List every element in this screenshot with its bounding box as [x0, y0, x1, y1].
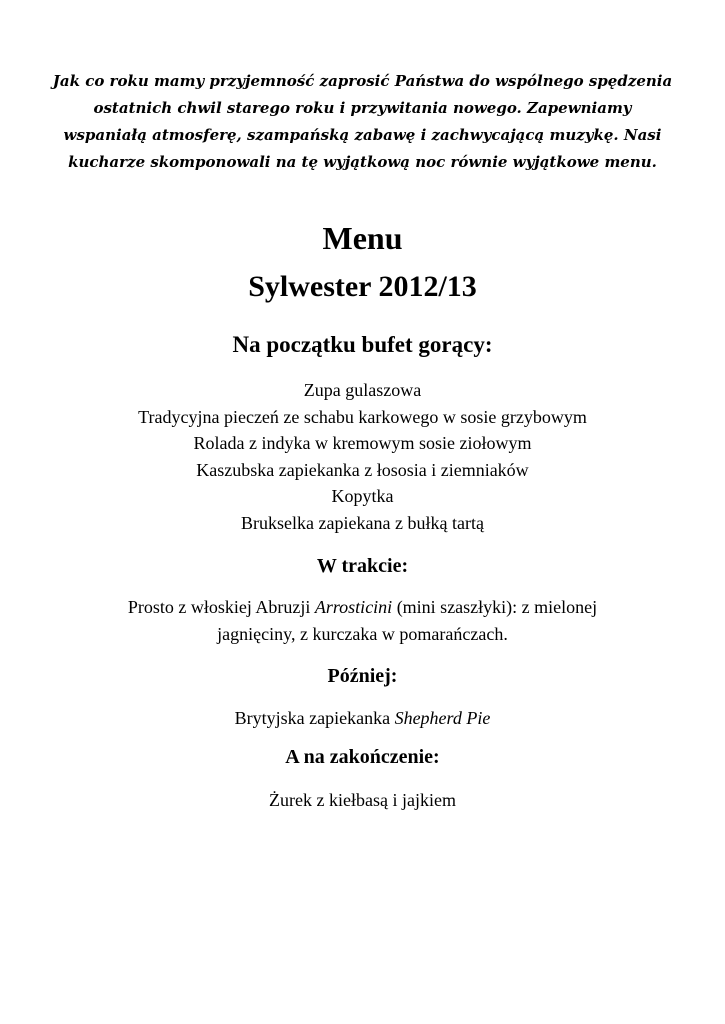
intro-line: Jak co roku mamy przyjemność zaprosić Państwa do wspólnego spędzenia	[52, 72, 673, 90]
menu-item: Żurek z kiełbasą i jajkiem	[269, 790, 456, 810]
menu-item-text: Prosto z włoskiej Abruzji	[127, 597, 315, 617]
section-heading-finale: A na zakończenie:	[285, 746, 440, 768]
intro-line: wspaniałą atmosferę, szampańską zabawę i zachwycającą muzykę. Nasi	[63, 126, 662, 144]
menu-item: Kaszubska zapiekanka z łososia i ziemniaków	[196, 459, 529, 480]
menu-item-text: Brytyjska zapiekanka	[234, 708, 395, 728]
menu-item-text: (mini szaszłyki): z mielonej	[392, 597, 598, 617]
menu-item: Kopytka	[331, 486, 394, 506]
menu-item-italic-name: Shepherd Pie	[394, 708, 491, 728]
menu-item	[0, 705, 725, 732]
menu-item: Brukselka zapiekana z bułką tartą	[241, 512, 484, 533]
menu-item: Tradycyjna pieczeń ze schabu karkowego w sosie grzybowym	[138, 406, 587, 427]
intro-paragraph	[40, 68, 685, 176]
intro-line: ostatnich chwil starego roku i przywitania nowego. Zapewniamy	[93, 99, 632, 117]
menu-subtitle: Sylwester 2012/13	[248, 270, 477, 303]
menu-item: Zupa gulaszowa	[303, 380, 422, 400]
menu-item-italic-name: Arrosticini	[314, 597, 393, 617]
hot-buffet-list	[0, 377, 725, 536]
section-heading-during: W trakcie:	[316, 555, 409, 577]
menu-item	[0, 594, 725, 621]
finale-list	[0, 787, 725, 814]
section-heading-later: Później:	[327, 665, 398, 687]
intro-line: kucharze skomponowali na tę wyjątkową noc równie wyjątkowe menu.	[68, 153, 657, 171]
later-list	[0, 705, 725, 732]
menu-item: Rolada z indyka w kremowym sosie ziołowym	[193, 433, 532, 453]
menu-title: Menu	[322, 220, 403, 256]
during-list	[0, 594, 725, 647]
section-heading-hot-buffet: Na początku bufet gorący:	[232, 332, 493, 357]
menu-item: jagnięciny, z kurczaka w pomarańczach.	[217, 623, 508, 644]
